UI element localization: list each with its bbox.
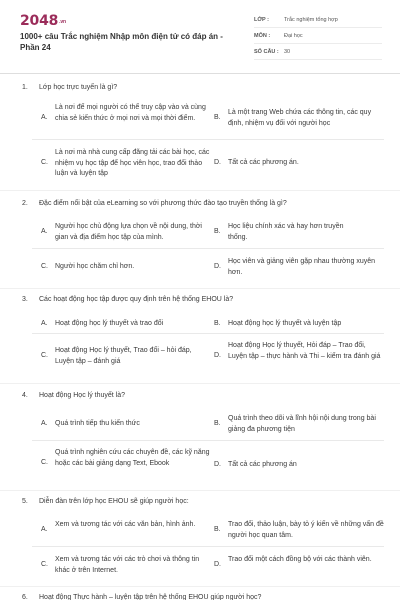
option-letter: D. [214, 159, 221, 166]
question-stem: Đặc điểm nổi bật của eLearning so với phương thức đào tạo truyền thống là gì? [39, 200, 287, 207]
option-letter: C. [41, 459, 48, 466]
meta-row-subject [254, 28, 382, 44]
option-letter: A. [41, 228, 48, 235]
document-meta [254, 12, 382, 60]
option-letter: A. [41, 420, 48, 427]
option-text: Hoạt động học lý thuyết và trao đổi [55, 320, 164, 327]
question-stem: Hoạt động Thực hành – luyện tập trên hệ thống EHOU giúp người học? [39, 594, 262, 600]
question-number: 1. [22, 84, 28, 91]
meta-key: SỐ CÂU : [254, 48, 279, 55]
site-logo[interactable] [20, 12, 66, 29]
option-text: Là nơi mà nhà cung cấp đăng tải các bài học, các nhiệm vụ học tập để học viên học, trao đổi thảo luận và luyện tập [55, 149, 210, 177]
question-divider [0, 190, 400, 191]
option-text: Xem và tương tác với các văn bản, hình ảnh. [55, 521, 196, 528]
option-letter: B. [214, 320, 221, 327]
option-letter: C. [41, 263, 48, 270]
meta-value: Trắc nghiệm tổng hợp [284, 16, 338, 23]
option-text: Hoạt động học lý thuyết và luyện tập [228, 320, 342, 327]
option-letter: D. [214, 461, 221, 468]
option-divider [32, 333, 384, 334]
question-text [22, 594, 261, 600]
option-divider [32, 139, 384, 140]
option-text: Người học chăm chỉ hơn. [55, 263, 135, 270]
question-stem: Diễn đàn trên lớp học EHOU sẽ giúp người học: [39, 498, 189, 505]
question-divider [0, 288, 400, 289]
question-divider [0, 586, 400, 587]
question-number: 4. [22, 392, 28, 399]
option-text: Tất cả các phương án [228, 461, 297, 468]
option-letter: B. [214, 114, 221, 121]
question-text [22, 84, 117, 91]
option-text: Người học chủ động lựa chọn về nội dung, thời gian và địa điểm học tập của mình. [55, 223, 202, 241]
question-divider [0, 490, 400, 491]
question-stem: Hoạt động Học lý thuyết là? [39, 392, 125, 399]
question-text [22, 296, 233, 303]
option-text: Hoạt động Học lý thuyết, Trao đổi – hỏi đáp, Luyện tập – đánh giá [55, 347, 192, 365]
option-letter: A. [41, 114, 48, 121]
meta-key: MÔN : [254, 32, 271, 39]
option-text: Học viên và giảng viên gặp nhau thường xuyên hơn. [228, 258, 376, 276]
meta-value: 30 [284, 48, 291, 55]
option-text: Trao đổi, thảo luận, bày tỏ ý kiến về những vấn đề người học quan tâm. [228, 521, 384, 539]
logo-text: 2048 [20, 13, 59, 29]
question-stem: Lớp học trực tuyến là gì? [39, 84, 118, 91]
question-number: 2. [22, 200, 28, 207]
option-text: Quá trình theo dõi và lĩnh hội nội dung trong bài giảng đa phương tiện [228, 415, 376, 433]
question-stem: Các hoạt động học tập được quy định trên hệ thống EHOU là? [39, 296, 234, 303]
document-title: 1000+ câu Trắc nghiệm Nhập môn điện tử có đáp án - Phần 24 [20, 32, 223, 52]
option-text: Học liệu chính xác và hay hơn truyền thống. [228, 223, 344, 241]
option-letter: B. [214, 228, 221, 235]
option-divider [32, 546, 384, 547]
option-text: Quá trình nghiên cứu các chuyên đề, các kỹ năng hoặc các bài giảng dạng Text, Ebook [55, 449, 210, 467]
option-text: Tất cả các phương án. [228, 159, 299, 166]
option-letter: B. [214, 420, 221, 427]
question-number: 6. [22, 594, 28, 600]
option-text: Xem và tương tác với các trò chơi và thông tin khác ở trên Internet. [55, 556, 200, 574]
option-text: Hoạt động Học lý thuyết, Hỏi đáp – Trao đổi, Luyện tập – thực hành và Thi – kiểm tra đánh giá [228, 342, 381, 360]
option-letter: D. [214, 352, 221, 359]
option-letter: C. [41, 352, 48, 359]
question-text [22, 392, 125, 399]
question-number: 5. [22, 498, 28, 505]
question-text [22, 498, 189, 505]
meta-row-class [254, 12, 382, 28]
option-text: Là nơi để mọi người có thể truy cập vào và cùng chia sẻ kiến thức ở mọi nơi và mọi thời điểm. [55, 104, 206, 122]
document-header [0, 0, 400, 66]
option-text: Trao đổi một cách đồng bộ với các thành viên. [228, 556, 372, 563]
option-letter: B. [214, 526, 221, 533]
meta-row-count [254, 44, 382, 60]
question-divider [0, 383, 400, 384]
meta-key: LỚP : [254, 16, 269, 23]
option-text: Quá trình tiếp thu kiến thức [55, 420, 140, 427]
logo-suffix: .vn [59, 19, 66, 25]
meta-value: Đại học [284, 32, 303, 39]
option-divider [32, 248, 384, 249]
option-letter: A. [41, 320, 48, 327]
header-divider [0, 73, 400, 74]
question-number: 3. [22, 296, 28, 303]
option-divider [32, 440, 384, 441]
option-letter: C. [41, 159, 48, 166]
option-letter: D. [214, 263, 221, 270]
option-text: Là một trang Web chứa các thông tin, các quy định, nhiệm vụ đối với người học [228, 109, 372, 127]
option-letter: D. [214, 561, 221, 568]
option-letter: A. [41, 526, 48, 533]
option-letter: C. [41, 561, 48, 568]
question-text [22, 200, 287, 207]
